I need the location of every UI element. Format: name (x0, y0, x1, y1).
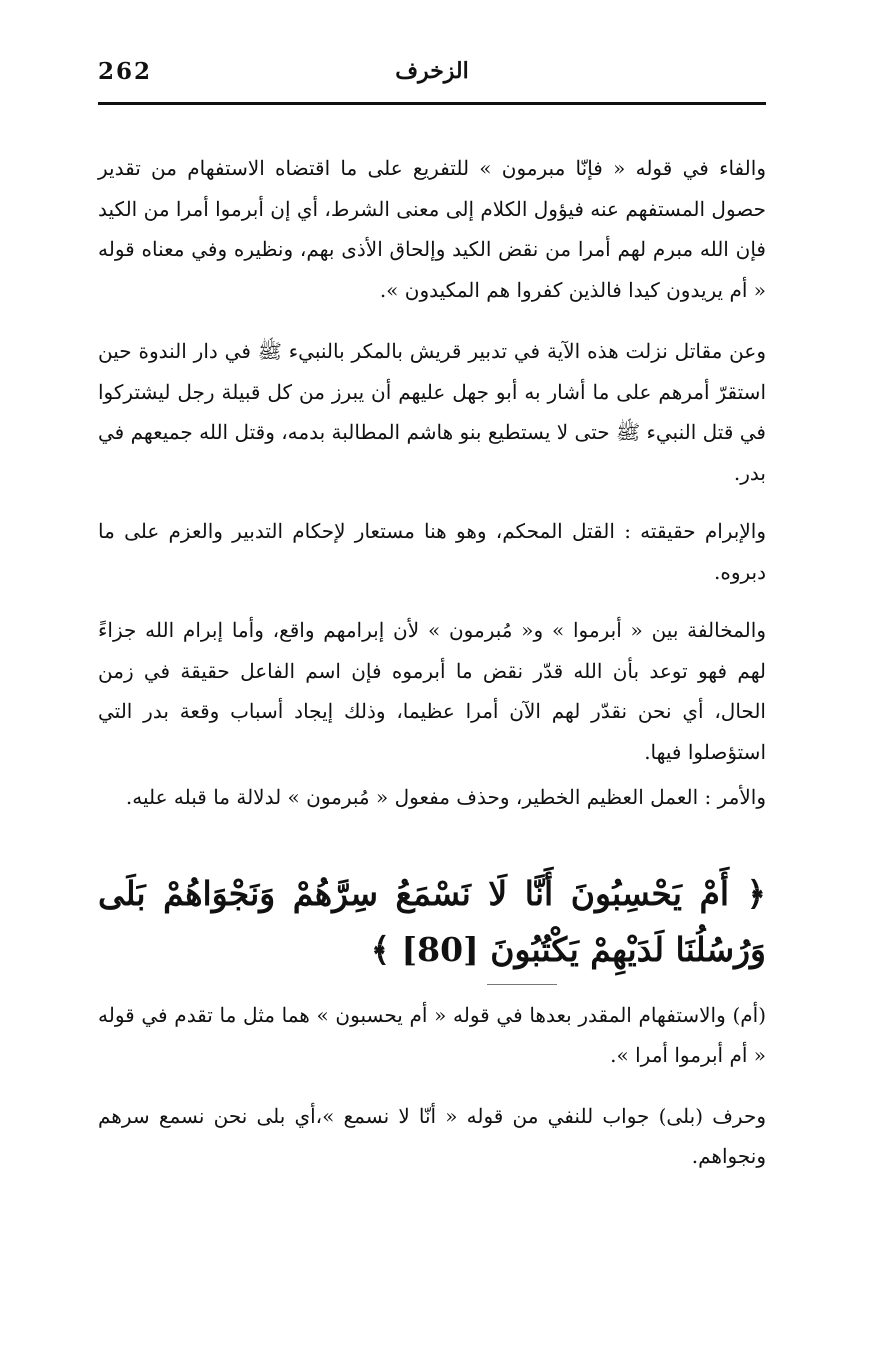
paragraph-muqatil: وعن مقاتل نزلت هذه الآية في تدبير قريش بالمكر بالنبيء ﷺ في دار الندوة حين استقرّ أمرهم على ما أشار به أبو جهل عليهم أن يبرز من كل قبيلة رجل ليشتركوا في قتل النبيء ﷺ حتى لا يستطيع بنو هاشم المطالبة بدمه، وقتل الله جميعهم في بدر. (98, 339, 766, 485)
running-title: الزخرف (395, 58, 469, 84)
quran-verse: ﴿ أَمْ يَحْسِبُونَ أَنَّا لَا نَسْمَعُ سِرَّهُمْ وَنَجْوَاهُمْ بَلَى وَرُسُلُنَا لَدَيْهِمْ يَكْتُبُونَ [80] ﴾ (98, 873, 766, 969)
paragraph-amr: والأمر : العمل العظيم الخطير، وحذف مفعول « مُبرمون » لدلالة ما قبله عليه. (125, 785, 766, 809)
page-header (98, 56, 766, 102)
verse-divider (487, 984, 557, 985)
paragraph-am: (أم) والاستفهام المقدر بعدها في قوله « أم يحسبون » هما مثل ما تقدم في قوله « أم أبرموا أمرا ». (98, 1002, 766, 1067)
paragraph-bala: وحرف (بلى) جواب للنفي من قوله « أنّا لا نسمع »،أي بلى نحن نسمع سرهم ونجواهم. (98, 1103, 766, 1168)
page-number: 262 (98, 58, 153, 85)
paragraph-fa-mubrimun: والفاء في قوله « فإنّا مبرمون » للتفريع على ما اقتضاه الاستفهام من تقدير حصول المستفهم عنه فيؤول الكلام إلى معنى الشرط، أي إن أبرموا أمرا من الكيد فإن الله مبرم لهم أمرا من نقض الكيد وإلحاق الأذى بهم، ونظيره وفي معناه قوله « أم يريدون كيدا فالذين كفروا هم المكيدون ». (98, 156, 766, 302)
header-rule (98, 102, 766, 105)
body-text (98, 148, 766, 1177)
paragraph-ibram: والإبرام حقيقته : القتل المحكم، وهو هنا مستعار لإحكام التدبير والعزم على ما دبروه. (98, 519, 766, 584)
paragraph-mukhalafa: والمخالفة بين « أبرموا » و« مُبرمون » لأن إبرامهم واقع، وأما إبرام الله جزاءً لهم فهو توعد بأن الله قدّر نقض ما أبرموه فإن اسم الفاعل حقيقة في زمن الحال، أي نحن نقدّر لهم الآن أمرا عظيما، وذلك إيجاد أسباب وقعة بدر التي استؤصلوا فيها. (98, 618, 766, 764)
